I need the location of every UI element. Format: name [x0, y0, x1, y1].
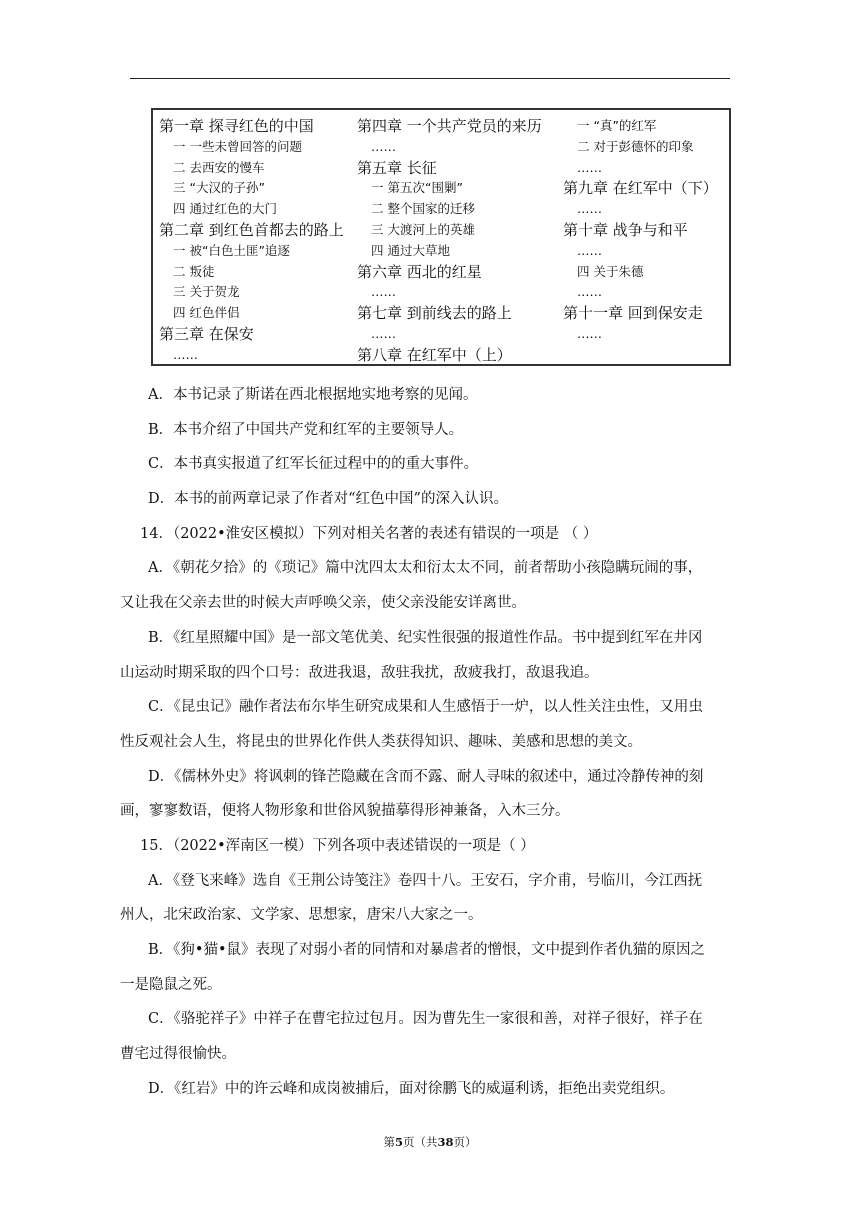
toc-section: ……	[577, 201, 602, 217]
toc-chapter: 第五章 长征	[357, 158, 437, 177]
toc-chapter: 第九章 在红军中（下）	[563, 179, 718, 198]
toc-section: 二 对于彭德怀的印象	[577, 138, 694, 154]
option-continuation: 性反观社会人生，将昆虫的世界化作供人类获得知识、趣味、美感和思想的美文。	[120, 733, 642, 750]
answer-option: B．本书介绍了中国共产党和红军的主要领导人。	[148, 421, 464, 438]
toc-column-3	[563, 116, 718, 345]
page-number: 5	[394, 1135, 403, 1149]
toc-section: ……	[173, 346, 198, 362]
footer-prefix: 第	[383, 1135, 395, 1149]
toc-chapter: 第八章 在红军中（上）	[357, 345, 512, 364]
answer-option: A．《朝花夕拾》的《琐记》篇中沈四太太和衍太太不同，前者帮助小孩隐瞒玩闹的事，	[148, 560, 703, 577]
toc-section: ……	[371, 325, 396, 341]
answer-option: A．《登飞来峰》选自《王荆公诗笺注》卷四十八。王安石，字介甫，号临川，今江西抚	[148, 872, 703, 889]
toc-column-1	[159, 116, 344, 366]
toc-section: 四 关于朱德	[577, 263, 644, 279]
toc-section: 三 关于贺龙	[173, 284, 240, 300]
toc-section: 一 一些未曾回答的问题	[173, 138, 302, 154]
option-continuation: 山运动时期采取的四个口号：敌进我退，敌驻我扰，敌疲我打，敌退我追。	[120, 664, 599, 681]
answer-option: A．本书记录了斯诺在西北根据地实地考察的见闻。	[148, 387, 478, 403]
toc-section: 二 去西安的慢车	[173, 159, 265, 175]
total-pages: 38	[437, 1135, 454, 1149]
toc-chapter: 第七章 到前线去的路上	[357, 304, 512, 323]
footer-middle: 页（共	[403, 1135, 438, 1149]
toc-chapter: 第四章 一个共产党员的来历	[357, 117, 542, 135]
toc-section: ……	[371, 138, 396, 154]
table-of-contents-box	[151, 108, 731, 366]
toc-chapter: 第六章 西北的红星	[357, 262, 482, 281]
toc-section: 二 整个国家的迁移	[371, 201, 475, 217]
toc-chapter: 第一章 探寻红色的中国	[159, 117, 314, 135]
toc-section: ……	[371, 284, 396, 300]
answer-option: B．《红星照耀中国》是一部文笔优美、纪实性很强的报道性作品。书中提到红军在井冈	[148, 629, 703, 646]
toc-section: 二 叛徒	[173, 263, 215, 279]
page-footer	[0, 1134, 860, 1150]
toc-chapter: 第十一章 回到保安走	[563, 304, 703, 323]
toc-section: ……	[577, 159, 602, 175]
question-text	[120, 378, 733, 1106]
toc-section: ……	[577, 242, 602, 258]
toc-chapter: 第十章 战争与和平	[563, 220, 688, 239]
toc-section: 三 大渡河上的英雄	[371, 221, 475, 237]
toc-section: 三 “大汉的子孙”	[173, 180, 265, 196]
toc-section: ……	[577, 284, 602, 300]
answer-option: D．《儒林外史》将讽刺的锋芒隐藏在含而不露、耐人寻味的叙述中，通过冷静传神的刻	[148, 768, 704, 785]
toc-chapter: 第二章 到红色首都去的路上	[159, 220, 344, 239]
toc-chapter: 第三章 在保安	[159, 324, 254, 343]
answer-option: C．《昆虫记》融作者法布尔毕生研究成果和人生感悟于一炉，以人性关注虫性，又用虫	[148, 699, 703, 716]
toc-section: 四 通过大草地	[371, 242, 450, 258]
option-continuation: 州人，北宋政治家、文学家、思想家，唐宋八大家之一。	[120, 907, 483, 924]
footer-suffix: 页）	[453, 1135, 477, 1149]
question-stem: 14．（2022•淮安区模拟）下列对相关名著的表述有错误的一项是 （ ）	[140, 525, 598, 542]
option-continuation: 画，寥寥数语，便将人物形象和世俗风貌描摹得形神兼备，入木三分。	[120, 803, 570, 820]
question-stem: 15．（2022•浑南区一模）下列各项中表述错误的一项是（ ）	[140, 837, 535, 854]
option-continuation: 又让我在父亲去世的时候大声呼唤父亲，使父亲没能安详离世。	[120, 595, 526, 612]
answer-option: B．《狗•猫•鼠》表现了对弱小者的同情和对暴虐者的憎恨，文中提到作者仇猫的原因之	[148, 942, 706, 958]
toc-column-2	[357, 116, 542, 366]
toc-section: ……	[577, 325, 602, 341]
toc-section: 四 红色伴侣	[173, 305, 240, 321]
header-rule	[130, 78, 730, 79]
answer-option: C．《骆驼祥子》中祥子在曹宅拉过包月。因为曹先生一家很和善，对祥子很好，祥子在	[148, 1011, 703, 1028]
toc-section: 四 通过红色的大门	[173, 201, 277, 217]
option-continuation: 曹宅过得很愉快。	[120, 1046, 236, 1063]
answer-option: C．本书真实报道了红军长征过程中的的重大事件。	[148, 456, 479, 473]
answer-option: D．本书的前两章记录了作者对“红色中国”的深入认识。	[148, 491, 508, 508]
toc-section: 一 被“白色土匪”追逐	[173, 242, 290, 258]
toc-section: 一 “真”的红军	[577, 118, 657, 133]
toc-section: 一 第五次“围剿”	[371, 180, 463, 196]
answer-option: D．《红岩》中的许云峰和成岗被捕后，面对徐鹏飞的威逼利诱，拒绝出卖党组织。	[148, 1080, 675, 1097]
option-continuation: 一是隐鼠之死。	[120, 976, 222, 993]
